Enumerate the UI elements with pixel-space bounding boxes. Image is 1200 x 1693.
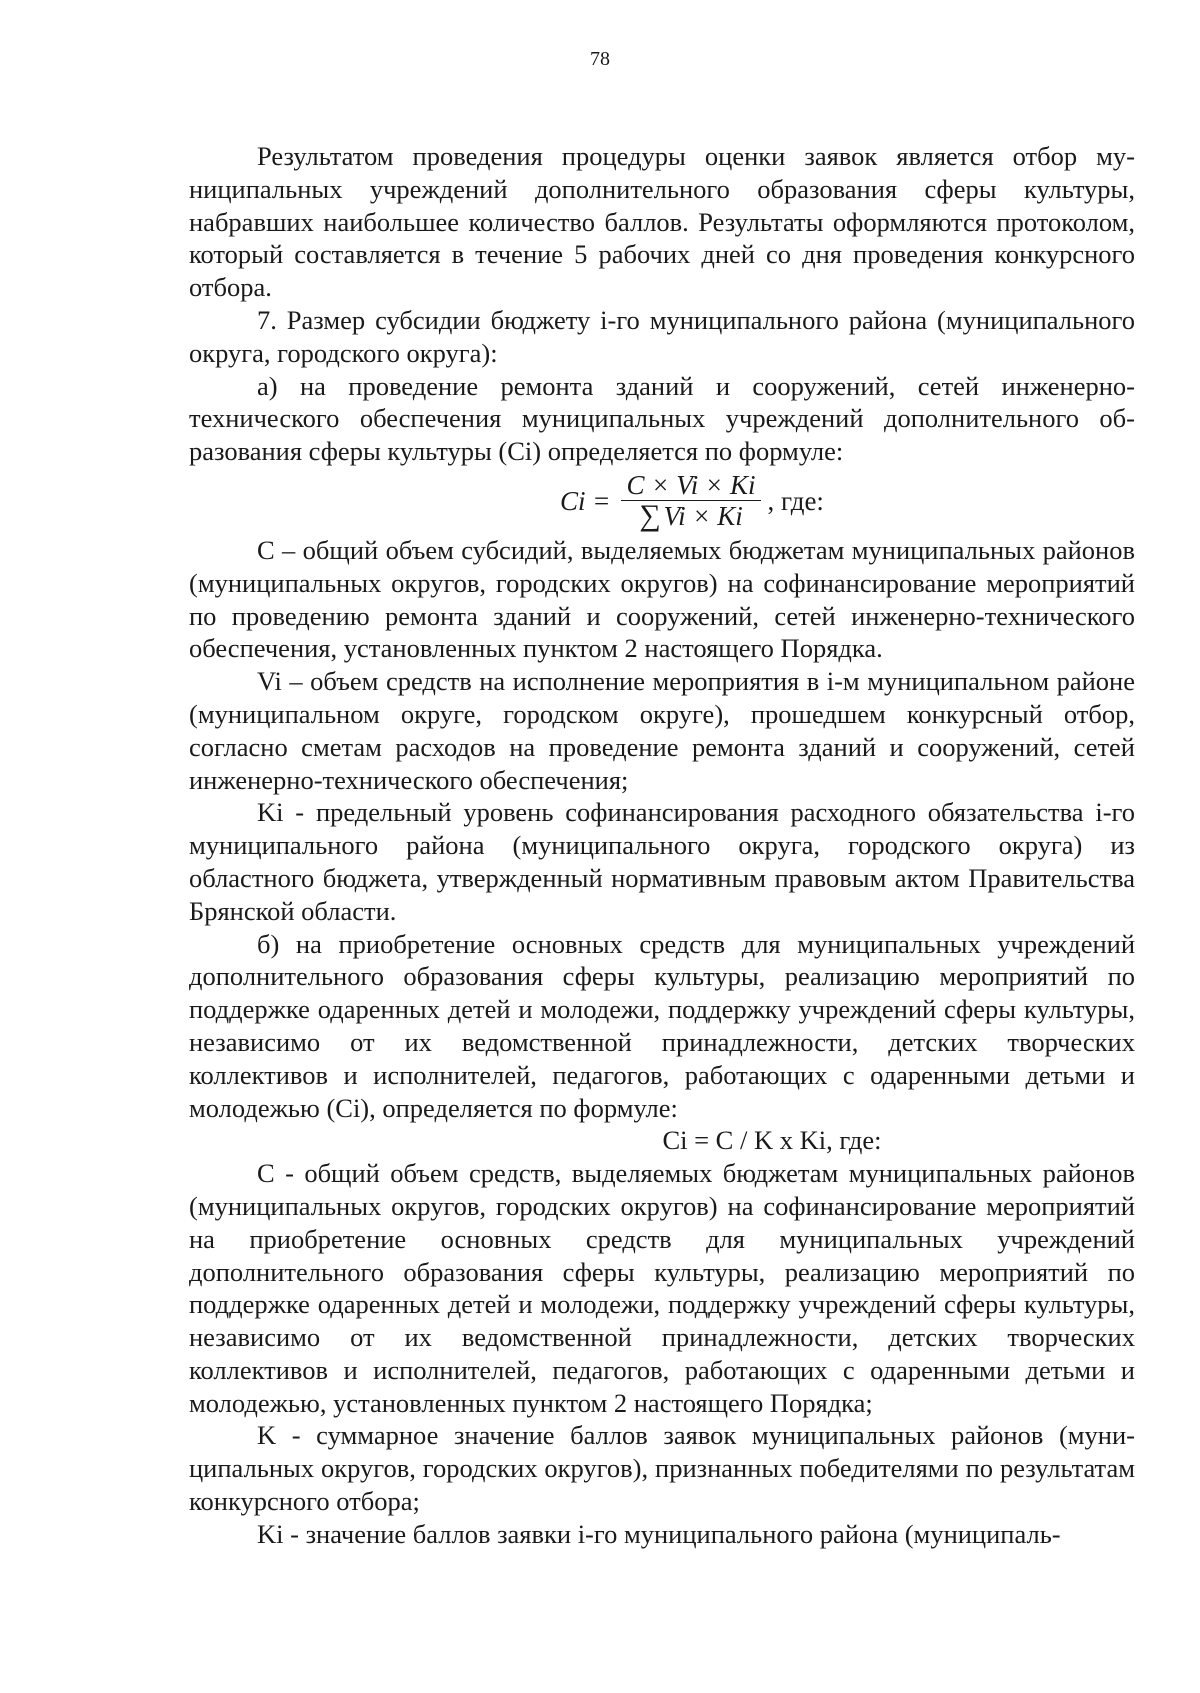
paragraph-def-c-b: C - общий объем средств, выделяемых бюджетам муниципальных районов (муниципальных округов, городских округов) на софинансирование мероприятий на приобретение основных средств для муниципальных учреждений дополнительного образования сферы культуры, реализацию мероприятий по поддержке одаренных детей и молодежи, поддержку учреждений сферы культуры, независимо от их ведомственной принадлежности, детских творческих коллективов и исполнителей, педагогов, работающих с одаренными детьми и молодежью, установленных пунктом 2 настоящего Порядка; — [189, 1158, 1135, 1418]
paragraph-def-k: K - суммарное значение баллов заявок муниципальных районов (муниципальных округов, городских округов), признанных победителями по результатам конкурсного отбора; — [189, 1420, 1135, 1517]
formula-denominator: Vi × Ki — [663, 501, 743, 532]
formula-fraction — [621, 470, 762, 531]
formula-repair-subsidy — [189, 468, 1135, 534]
paragraph-item-b: б) на приобретение основных средств для муниципальных учреждений дополнительного образования сферы культуры, реализацию мероприятий по поддержке одаренных детей и молодежи, поддержку учреждений сферы культуры, независимо от их ведомственной принадлежности, детских творческих коллективов и исполнителей, педагогов, работающих с одаренными детьми и молодежью (Ci), определяется по формуле: — [189, 928, 1135, 1123]
formula-denominator-row — [633, 501, 749, 531]
formula-tail: , где: — [767, 485, 824, 516]
paragraph-def-ki: Ki - предельный уровень софинансирования расходного обязательства i-го муниципального района (муниципального округа, городского округа) из областного бюджета, утвержденный нормативным правовым актом Правительства Брянской области. — [189, 797, 1135, 926]
formula-equipment-subsidy: Ci = C / K x Ki, где: — [662, 1125, 882, 1156]
formula-lhs: Ci = — [560, 485, 611, 516]
formula-numerator: C × Vi × Ki — [621, 470, 762, 501]
paragraph-def-c: C – общий объем субсидий, выделяемых бюджетам муниципальных районов (муниципальных округов, городских округов) на софинансирование мероприятий по проведению ремонта зданий и сооружений, сетей инженерно-технического обеспечения, установленных пунктом 2 настоящего Порядка. — [189, 534, 1135, 664]
paragraph-def-ki-b: Ki - значение баллов заявки i-го муниципального района (муниципаль- — [257, 1518, 1061, 1549]
document-body — [189, 140, 1135, 1551]
page-number: 78 — [590, 48, 610, 70]
sum-symbol: ∑ — [639, 499, 661, 533]
paragraph-results: Результатом проведения процедуры оценки заявок является отбор муниципальных учреждений дополнительного образования сферы культуры, набравших наибольшее количество баллов. Результаты оформляются протоколом, который составляется в течение 5 рабочих дней со дня проведения конкурсного отбора. — [189, 141, 1135, 303]
paragraph-def-vi: Vi – объем средств на исполнение мероприятия в i-м муниципальном районе (муниципальном округе, городском округе), прошедшем конкурсный отбор, согласно сметам расходов на проведение ремонта зданий и сооружений, сетей инженерно-технического обеспечения; — [189, 666, 1135, 795]
paragraph-subsidy-size: 7. Размер субсидии бюджету i-го муниципального района (муниципального округа, городского округа): — [189, 304, 1135, 368]
paragraph-item-a: а) на проведение ремонта зданий и сооружений, сетей инженерно-технического обеспечения муниципальных учреждений дополнительного образования сферы культуры (Ci) определяется по формуле: — [189, 370, 1135, 467]
